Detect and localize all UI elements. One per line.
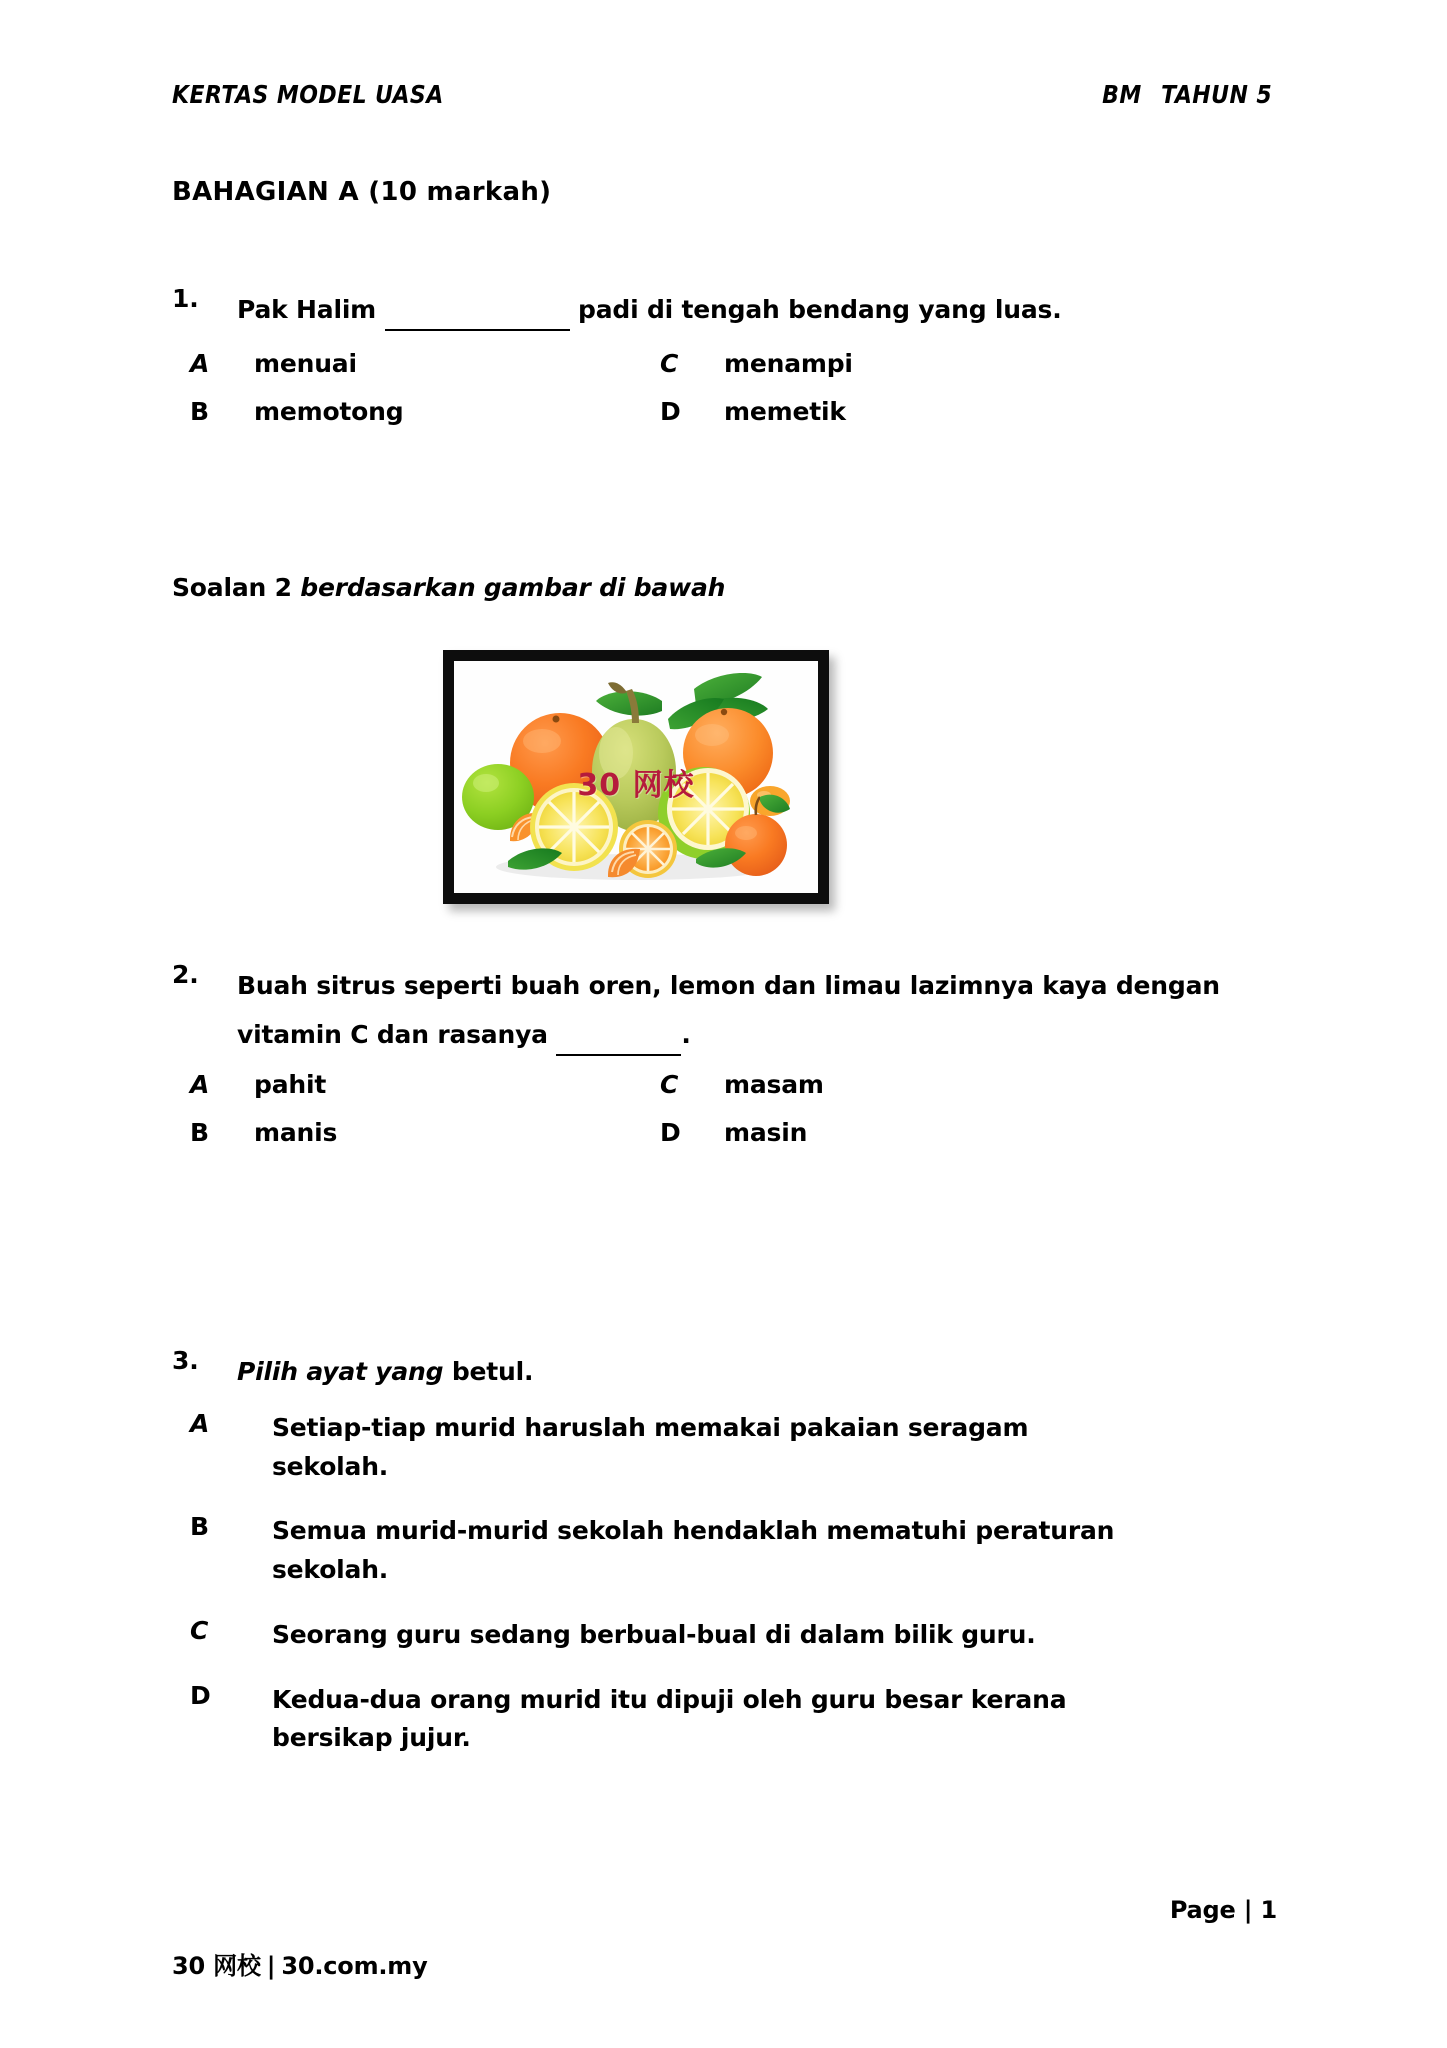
question-1-options [172,349,1282,426]
option-a[interactable] [172,1409,1282,1487]
option-d-letter: D [660,1117,681,1147]
footer-brand-site: 30.com.my [281,1952,428,1980]
figure-watermark: 30 网校 [577,767,695,803]
option-b-text: Semua murid-murid sekolah hendaklah mematuhi peraturan sekolah. [272,1516,1115,1584]
option-d[interactable] [642,397,846,426]
header-subject: BM [1102,80,1142,109]
header-paper-title: KERTAS MODEL UASA [172,80,444,109]
question-3-text [237,1348,1282,1397]
option-a-text: Setiap-tiap murid haruslah memakai pakaian seragam sekolah. [272,1412,1029,1481]
option-d-text: Kedua-dua orang murid itu dipuji oleh guru besar kerana bersikap jujur. [272,1684,1067,1753]
option-b-letter: B [190,1512,209,1542]
option-row [172,397,1282,426]
option-c-letter: C [660,1069,679,1099]
option-d-letter: D [190,1680,211,1710]
option-d-text: masin [724,1117,808,1147]
option-a-text: menuai [254,348,357,378]
option-b[interactable] [172,1118,642,1147]
option-c-text: menampi [724,348,853,378]
question-2-line-2 [237,1011,1282,1060]
footer-brand-separator: | [266,1952,276,1980]
option-c[interactable] [172,1616,1282,1655]
question-2-stem [172,962,1282,1060]
footer-brand [172,1946,428,1981]
citrus-fruits-icon [454,661,818,893]
question-3-stem [172,1348,1282,1397]
section-heading: BAHAGIAN A (10 markah) [172,177,552,207]
option-row [172,1118,1282,1147]
footer-brand-name: 30 网校 [172,1952,261,1980]
header-subject-level [1102,80,1272,109]
option-d-text: memetik [724,396,846,426]
question-1-text [237,286,1282,335]
question-2 [172,962,1282,1166]
document-header [172,80,1272,109]
option-a[interactable] [172,349,642,378]
option-d[interactable] [642,1118,807,1147]
option-b[interactable] [172,397,642,426]
option-b[interactable] [172,1512,1282,1590]
option-c[interactable] [642,349,853,378]
option-c[interactable] [642,1070,824,1099]
option-d[interactable] [172,1681,1282,1759]
option-b-text: memotong [254,396,404,426]
option-a-letter: A [190,1069,210,1099]
option-b-letter: B [190,396,209,426]
option-row [172,1070,1282,1099]
question-3-prompt-bold: betul. [451,1357,534,1386]
figure-citrus-fruits [443,650,829,904]
question-3 [172,1348,1282,1784]
question-2-line-1: Buah sitrus seperti buah oren, lemon dan limau lazimnya kaya dengan [237,971,1220,1000]
question-1-text-before: Pak Halim [237,295,385,324]
question-1 [172,286,1282,445]
figure-canvas [454,661,818,893]
question-1-stem [172,286,1282,335]
figure-frame [443,650,829,904]
question-1-text-after: padi di tengah bendang yang luas. [569,295,1062,324]
option-a-letter: A [190,1408,210,1438]
option-c-text: masam [724,1069,824,1099]
soalan-2-label [172,573,725,602]
footer-page-number: Page | 1 [1169,1896,1277,1924]
option-c-letter: C [190,1615,209,1645]
question-1-number: 1. [172,284,199,313]
option-c-letter: C [660,348,679,378]
option-b-letter: B [190,1117,209,1147]
question-2-blank [556,1054,681,1056]
question-2-options [172,1070,1282,1147]
option-b-text: manis [254,1117,338,1147]
question-2-number: 2. [172,960,199,989]
option-a-text: pahit [254,1069,327,1099]
option-d-letter: D [660,396,681,426]
option-c-text: Seorang guru sedang berbual-bual di dalam bilik guru. [272,1619,1036,1649]
question-3-options [172,1409,1282,1758]
option-a[interactable] [172,1070,642,1099]
option-a-letter: A [190,348,210,378]
option-row [172,349,1282,378]
question-3-number: 3. [172,1346,199,1375]
question-2-line-2-after: . [681,1019,691,1049]
soalan-2-label-bold: Soalan 2 [172,573,292,602]
question-2-line-2-before: vitamin C dan rasanya [237,1019,557,1049]
question-3-prompt-italic: Pilih ayat yang [237,1357,444,1386]
header-level: TAHUN 5 [1160,80,1272,109]
question-1-blank [385,329,570,331]
question-2-text [237,962,1282,1060]
soalan-2-label-italic: berdasarkan gambar di bawah [291,573,726,602]
